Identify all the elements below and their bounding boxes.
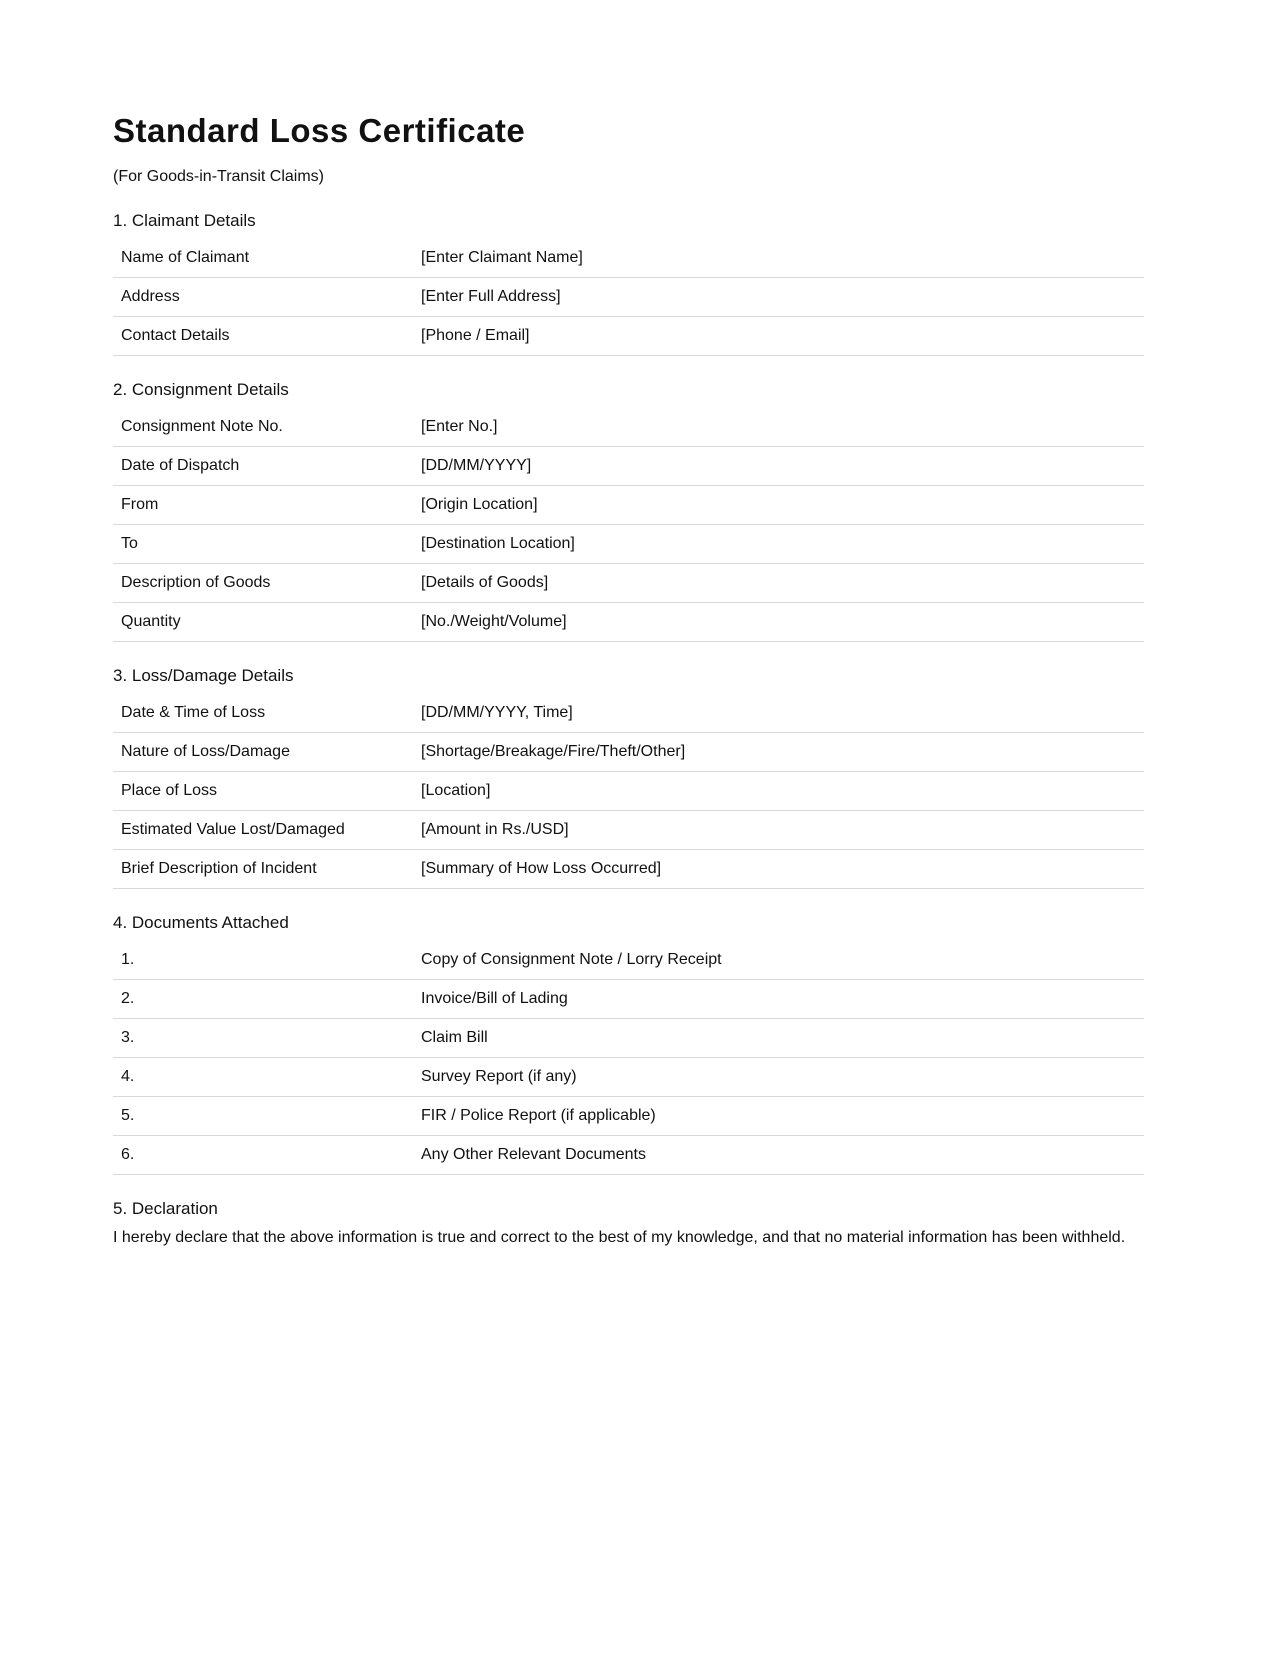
section-table bbox=[113, 408, 1144, 642]
row-label: Date & Time of Loss bbox=[121, 704, 266, 721]
table-row bbox=[113, 525, 1144, 564]
row-value: [Summary of How Loss Occurred] bbox=[421, 860, 662, 877]
table-row bbox=[113, 733, 1144, 772]
row-label: Nature of Loss/Damage bbox=[121, 743, 290, 760]
row-label: Estimated Value Lost/Damaged bbox=[121, 821, 345, 838]
row-value: Invoice/Bill of Lading bbox=[421, 990, 568, 1007]
table-row bbox=[113, 564, 1144, 603]
table-row bbox=[113, 980, 1144, 1019]
row-label: 6. bbox=[121, 1146, 135, 1163]
row-value: Copy of Consignment Note / Lorry Receipt bbox=[421, 951, 722, 968]
section-title: 1. Claimant Details bbox=[113, 211, 256, 230]
row-value: FIR / Police Report (if applicable) bbox=[421, 1107, 656, 1124]
row-value: [No./Weight/Volume] bbox=[421, 613, 567, 630]
table-row bbox=[113, 850, 1144, 889]
row-label: Date of Dispatch bbox=[121, 457, 240, 474]
table-row bbox=[113, 278, 1144, 317]
row-value: [Location] bbox=[421, 782, 491, 799]
table-row bbox=[113, 694, 1144, 733]
form-section bbox=[113, 665, 1144, 889]
section-title: 4. Documents Attached bbox=[113, 913, 289, 932]
form-section bbox=[113, 379, 1144, 642]
table-row bbox=[113, 317, 1144, 356]
row-value: [Enter Claimant Name] bbox=[421, 249, 583, 266]
row-label: Address bbox=[121, 288, 180, 305]
row-value: [Enter No.] bbox=[421, 418, 498, 435]
section-title: 3. Loss/Damage Details bbox=[113, 666, 294, 685]
row-value: [Details of Goods] bbox=[421, 574, 549, 591]
row-label: 3. bbox=[121, 1029, 135, 1046]
table-row bbox=[113, 408, 1144, 447]
row-label: From bbox=[121, 496, 159, 513]
table-row bbox=[113, 1019, 1144, 1058]
row-label: Place of Loss bbox=[121, 782, 218, 799]
row-value: [Amount in Rs./USD] bbox=[421, 821, 569, 838]
table-row bbox=[113, 811, 1144, 850]
table-row bbox=[113, 1136, 1144, 1175]
row-value: [Enter Full Address] bbox=[421, 288, 561, 305]
row-label: Contact Details bbox=[121, 327, 230, 344]
table-row bbox=[113, 1058, 1144, 1097]
row-label: Quantity bbox=[121, 613, 181, 630]
table-row bbox=[113, 1097, 1144, 1136]
section-title: 2. Consignment Details bbox=[113, 380, 289, 399]
form-section bbox=[113, 210, 1144, 356]
row-label: To bbox=[121, 535, 138, 552]
row-value: Any Other Relevant Documents bbox=[421, 1146, 646, 1163]
section-table bbox=[113, 694, 1144, 889]
row-value: [Origin Location] bbox=[421, 496, 538, 513]
row-label: Brief Description of Incident bbox=[121, 860, 317, 877]
row-value: Survey Report (if any) bbox=[421, 1068, 577, 1085]
document-title: Standard Loss Certificate bbox=[113, 112, 526, 149]
row-value: [Phone / Email] bbox=[421, 327, 530, 344]
form-section bbox=[113, 912, 1144, 1175]
table-row bbox=[113, 603, 1144, 642]
table-row bbox=[113, 447, 1144, 486]
declaration-title: 5. Declaration bbox=[113, 1199, 218, 1218]
row-label: 1. bbox=[121, 951, 135, 968]
row-label: 2. bbox=[121, 990, 135, 1007]
row-value: [DD/MM/YYYY] bbox=[421, 457, 532, 474]
row-value: [Shortage/Breakage/Fire/Theft/Other] bbox=[421, 743, 686, 760]
document-content bbox=[113, 107, 1144, 1249]
row-label: 4. bbox=[121, 1068, 135, 1085]
declaration-section bbox=[113, 1198, 1144, 1249]
declaration-text: I hereby declare that the above information is true and correct to the best of my knowledge, and that no material information has been withheld. bbox=[113, 1229, 1126, 1246]
row-label: Description of Goods bbox=[121, 574, 271, 591]
row-value: Claim Bill bbox=[421, 1029, 488, 1046]
row-label: Name of Claimant bbox=[121, 249, 250, 266]
sections-container bbox=[113, 210, 1144, 1175]
row-value: [Destination Location] bbox=[421, 535, 575, 552]
document-subtitle: (For Goods-in-Transit Claims) bbox=[113, 168, 324, 185]
table-row bbox=[113, 239, 1144, 278]
row-label: 5. bbox=[121, 1107, 135, 1124]
table-row bbox=[113, 772, 1144, 811]
table-row bbox=[113, 486, 1144, 525]
row-value: [DD/MM/YYYY, Time] bbox=[421, 704, 573, 721]
section-table bbox=[113, 941, 1144, 1175]
section-table bbox=[113, 239, 1144, 356]
table-row bbox=[113, 941, 1144, 980]
row-label: Consignment Note No. bbox=[121, 418, 283, 435]
